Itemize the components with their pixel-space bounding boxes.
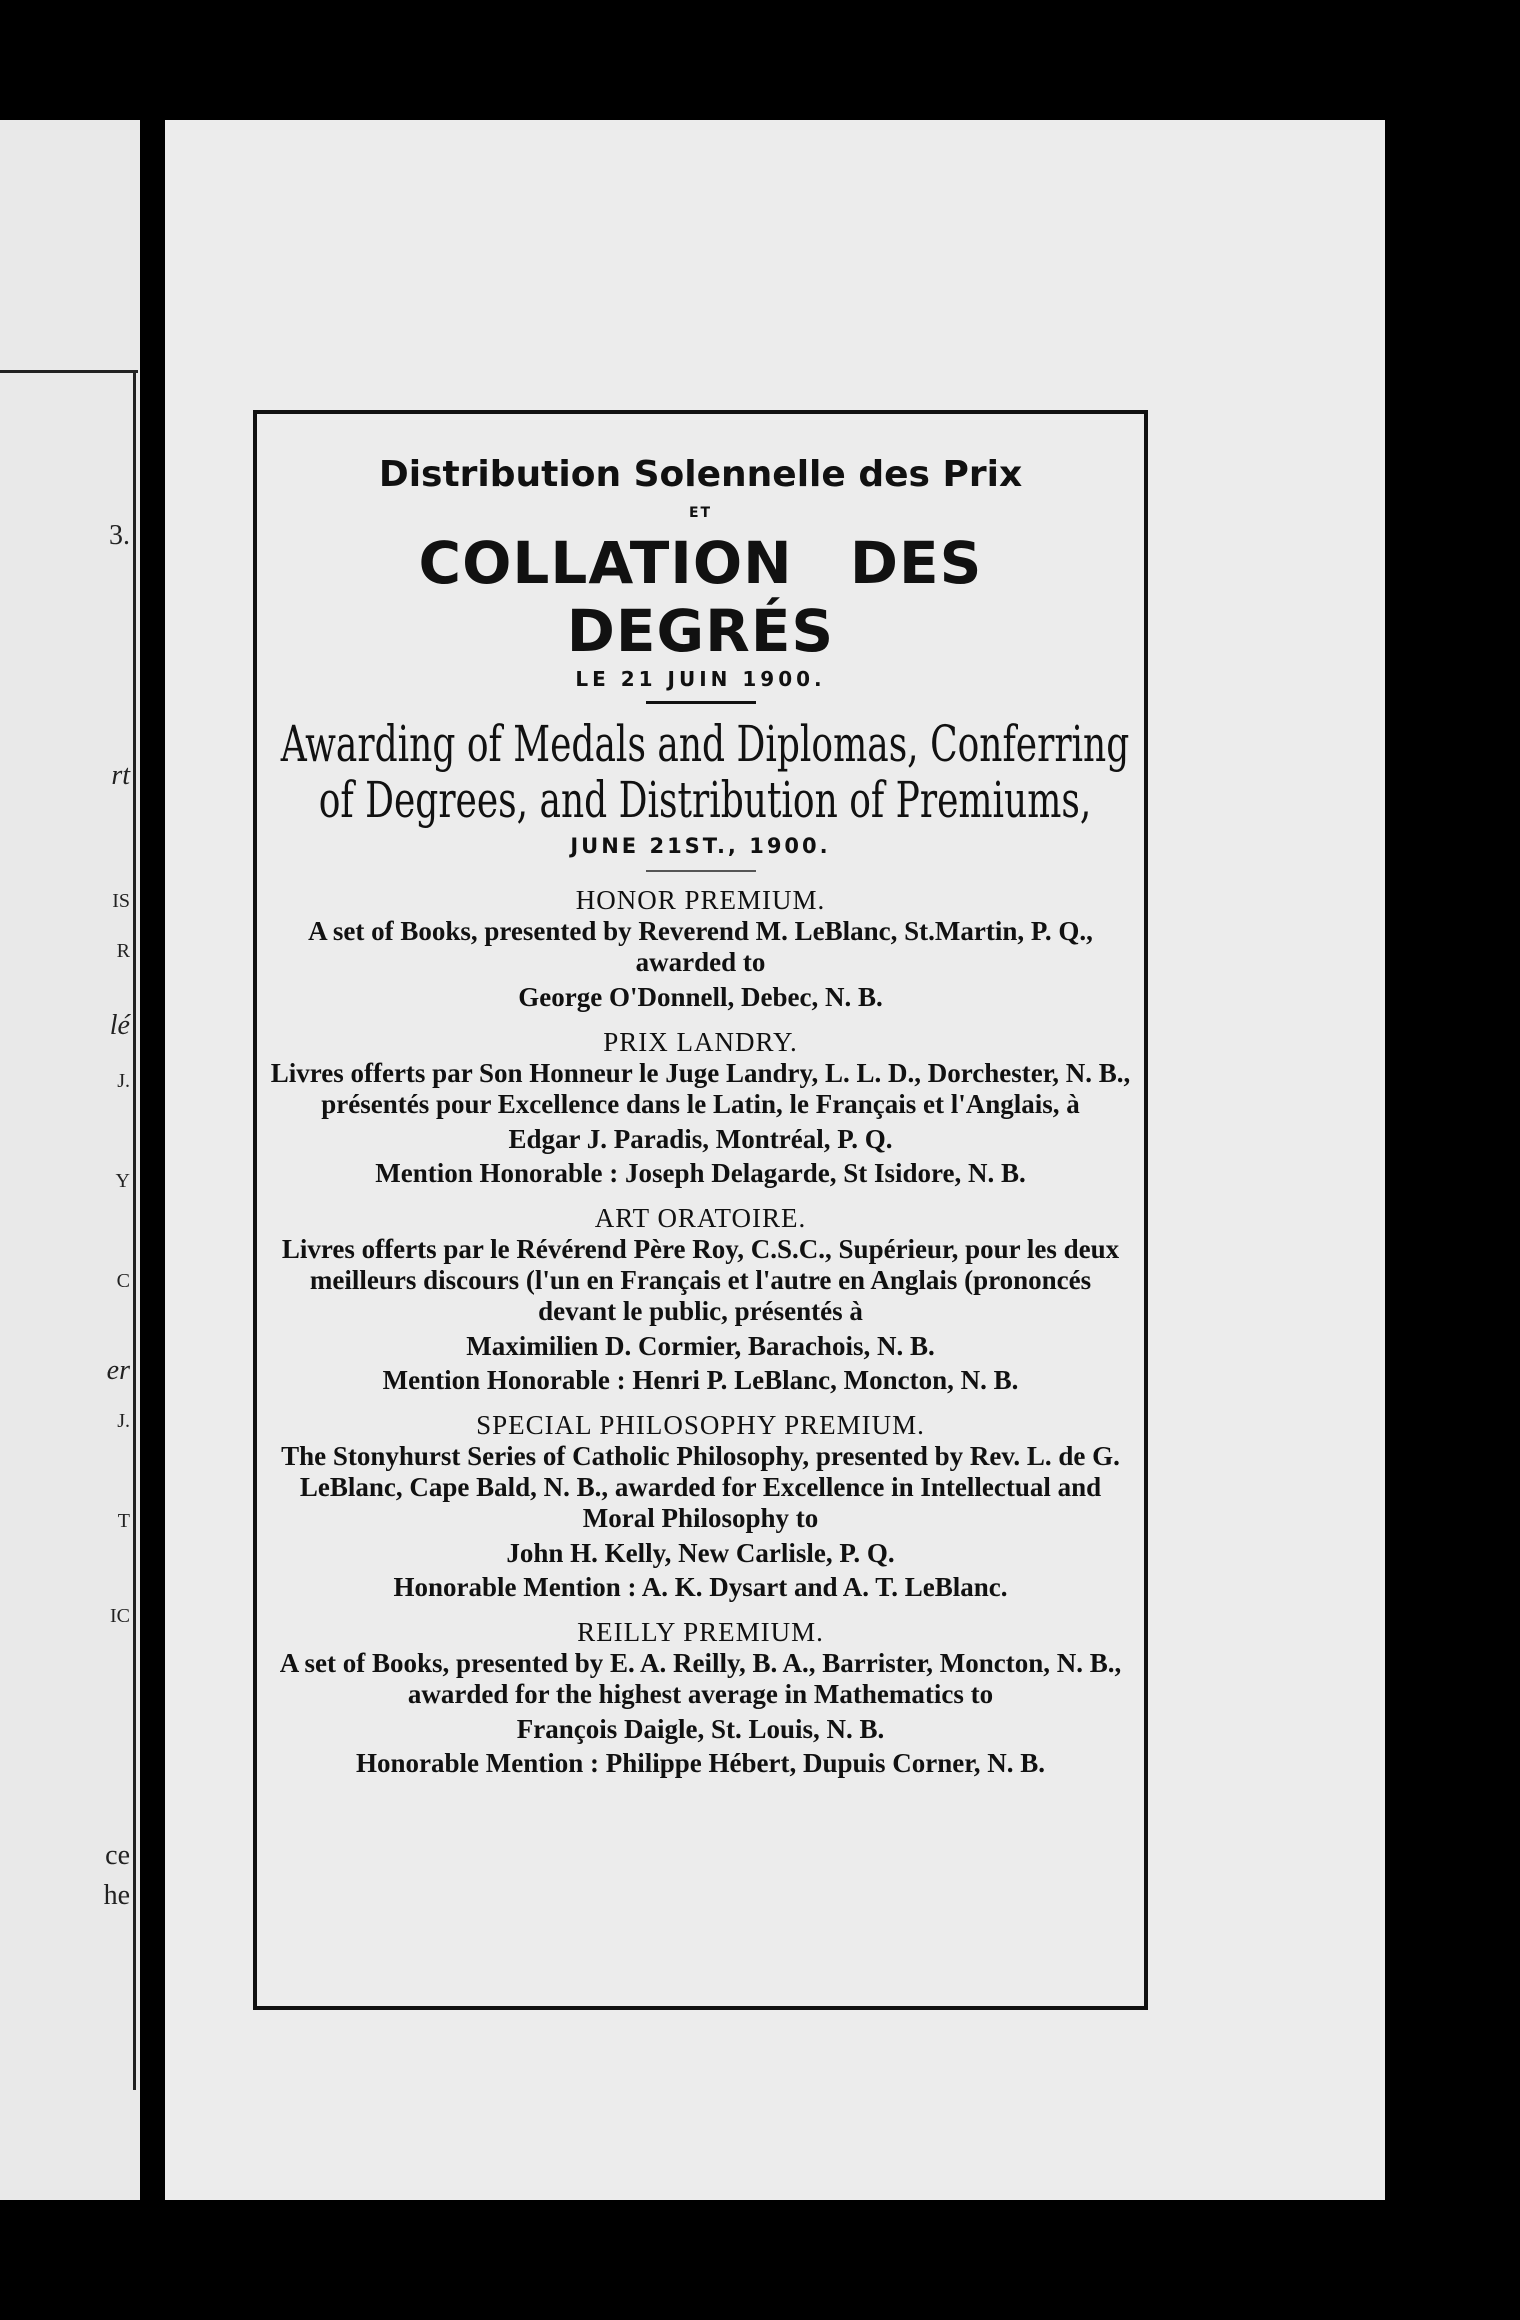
facing-page-rule-top [0,370,138,373]
section-body: The Stonyhurst Series of Catholic Philosophy, presented by Rev. L. de G. LeBlanc, Cape Bald, N. B., awarded for Excellence in Intellectual and Moral Philosophy to [281,1441,1120,1533]
divider [646,870,756,872]
facing-page-fragment: R [116,940,130,962]
divider [646,701,756,704]
section-body: A set of Books, presented by E. A. Reilly, B. A., Barrister, Moncton, N. B., awarded for the highest average in Mathematics to [279,1648,1122,1709]
section-recipient: Edgar J. Paradis, Montréal, P. Q. [508,1124,893,1154]
section-philosophy-premium [257,1409,1144,1604]
facing-page-fragment: he [103,1880,130,1911]
section-body: Livres offerts par le Révérend Père Roy, C.S.C., Supérieur, pour les deux meilleurs discours (l'un en Français et l'autre en Anglais (prononcés devant le public, présentés à [281,1234,1120,1326]
announcement-content [257,414,1144,1780]
bordered-announcement [253,410,1148,2010]
facing-page-strip [0,120,140,2200]
facing-page-fragment: lé [109,1010,130,1041]
heading-distribution: Distribution Solennelle des Prix [378,454,1023,495]
section-mention: Mention Honorable : Henri P. LeBlanc, Moncton, N. B. [382,1365,1019,1395]
date-english: JUNE 21ST., 1900. [570,834,831,858]
heading-english: Awarding of Medals and Diplomas, Conferring of Degrees, and Distribution of Premiums, [280,715,1130,829]
section-body: A set of Books, presented by Reverend M. LeBlanc, St.Martin, P. Q., awarded to [308,916,1093,977]
facing-page-fragment: ce [105,1840,130,1871]
facing-page-fragment: T [117,1510,130,1532]
section-mention: Mention Honorable : Joseph Delagarde, St Isidore, N. B. [375,1158,1026,1188]
section-reilly-premium [257,1616,1144,1780]
heading-collation: COLLATION DES DEGRÉS [418,529,983,665]
facing-page-fragment: IC [110,1605,130,1627]
english-title-wrap [95,716,1315,828]
document-page [165,120,1385,2200]
section-mention: Honorable Mention : Philippe Hébert, Dupuis Corner, N. B. [355,1748,1046,1778]
facing-page-fragment: er [106,1355,130,1386]
section-heading: PRIX LANDRY. [603,1027,798,1057]
facing-page-fragment: C [116,1270,130,1292]
section-honor-premium [257,884,1144,1014]
section-heading: HONOR PREMIUM. [575,885,826,915]
facing-page-fragment: J. [117,1410,130,1432]
facing-page-fragment: Y [115,1170,130,1192]
section-mention: Honorable Mention : A. K. Dysart and A. T. LeBlanc. [393,1572,1008,1602]
section-prix-landry [257,1026,1144,1190]
section-heading: SPECIAL PHILOSOPHY PREMIUM. [476,1410,925,1440]
section-recipient: Maximilien D. Cormier, Barachois, N. B. [466,1331,935,1361]
section-recipient: François Daigle, St. Louis, N. B. [516,1714,885,1744]
facing-page-rule [133,370,136,2090]
facing-page-fragment: rt [111,760,130,791]
facing-page-fragment: IS [112,890,130,912]
section-recipient: John H. Kelly, New Carlisle, P. Q. [506,1538,895,1568]
heading-et: ET [688,505,713,521]
section-art-oratoire [257,1202,1144,1397]
section-heading: REILLY PREMIUM. [577,1617,824,1647]
facing-page-fragment: J. [117,1070,130,1092]
section-recipient: George O'Donnell, Debec, N. B. [518,982,883,1012]
facing-page-fragment: 3. [109,520,130,551]
section-heading: ART ORATOIRE. [594,1203,807,1233]
section-body: Livres offerts par Son Honneur le Juge Landry, L. L. D., Dorchester, N. B., présentés pour Excellence dans le Latin, le Français et l'Anglais, à [270,1058,1131,1119]
date-french: LE 21 JUIN 1900. [575,667,826,691]
